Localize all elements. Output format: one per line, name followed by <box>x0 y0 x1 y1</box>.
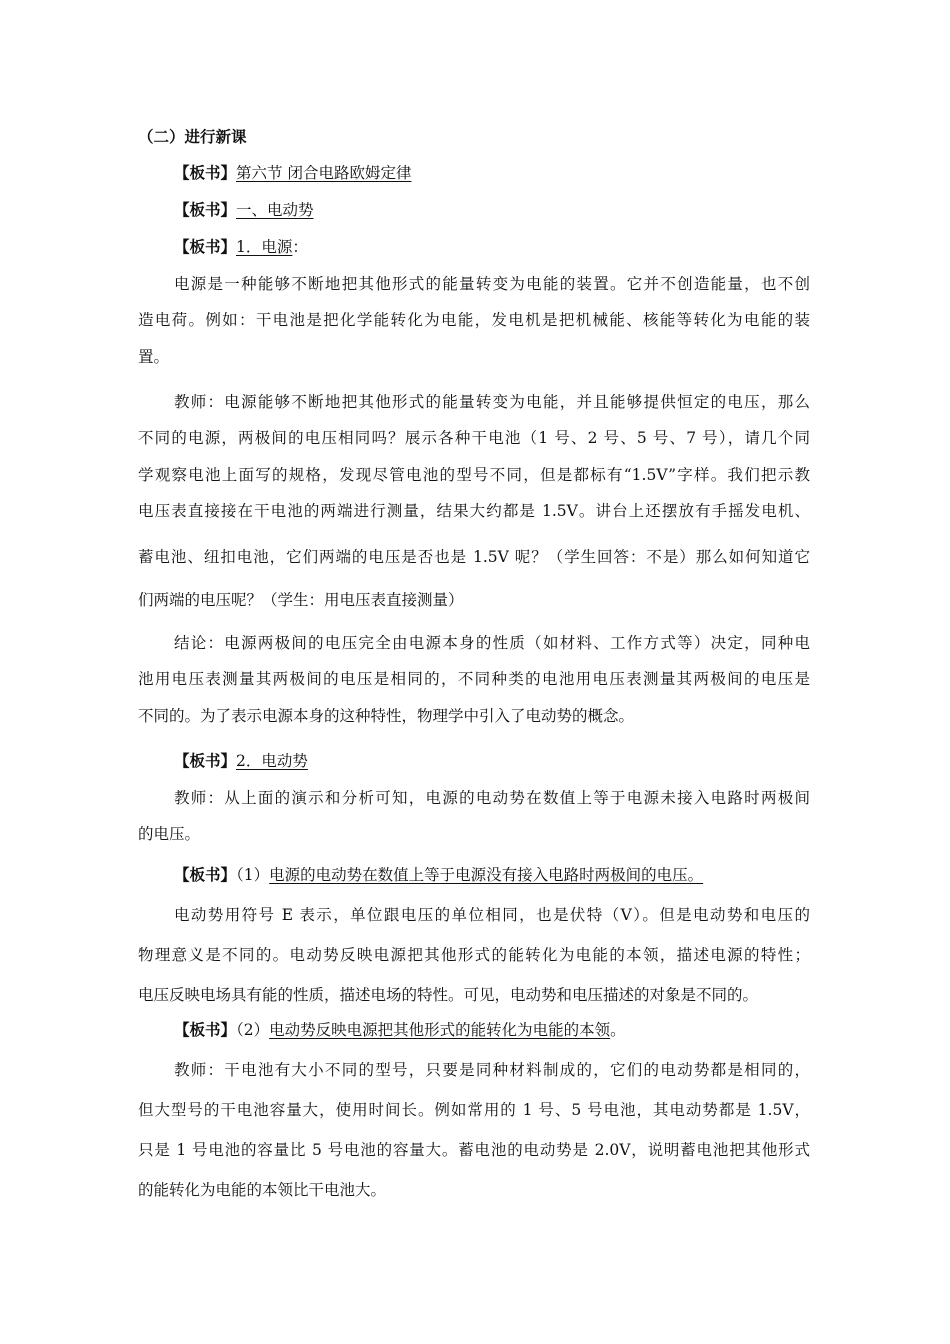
paragraph-line: 电动势用符号 E 表示，单位跟电压的单位相同，也是伏特（V）。但是电动势和电压的 <box>174 906 810 924</box>
power-source-colon: ： <box>292 238 308 256</box>
emf-capability-period: 。 <box>610 1021 626 1039</box>
paragraph-line: 教师：从上面的演示和分析可知，电源的电动势在数值上等于电源未接入电路时两极间 <box>174 789 810 807</box>
paragraph-line: 蓄电池、纽扣电池，它们两端的电压是否也是 1.5V 呢？（学生回答：不是）那么如何知道它 <box>138 548 810 566</box>
item-number: （2） <box>236 1021 270 1039</box>
board-note-emf <box>174 750 308 772</box>
emf-definition: 电源的电动势在数值上等于电源没有接入电路时两极间的电压。 <box>269 866 704 884</box>
paragraph-line: 只是 1 号电池的容量比 5 号电池的容量大。蓄电池的电动势是 2.0V，说明蓄电池把其他形式 <box>138 1141 810 1159</box>
paragraph-line: 池用电压表测量其两极间的电压是相同的，不同种类的电池用电压表测量其两极间的电压是 <box>138 670 810 688</box>
board-label: 【板书】 <box>174 163 237 182</box>
paragraph-line: 但大型号的干电池容量大，使用时间长。例如常用的 1 号、5 号电池，其电动势都是 1.5V， <box>138 1101 810 1119</box>
paragraph-line: 物理意义是不同的。电动势反映电源把其他形式的能转化为电能的本领，描述电源的特性； <box>138 946 810 964</box>
paragraph-line: 电压表直接接在干电池的两端进行测量，结果大约都是 1.5V。讲台上还摆放有手摇发电机、 <box>138 502 810 520</box>
board-note-power-source <box>174 236 308 258</box>
paragraph-line: 结论：电源两极间的电压完全由电源本身的性质（如材料、工作方式等）决定，同种电 <box>174 634 810 652</box>
paragraph-line: 们两端的电压呢？（学生：用电压表直接测量） <box>138 591 464 609</box>
board-note-emf-section <box>174 199 314 221</box>
emf-section-title: 一、电动势 <box>236 201 314 219</box>
board-note-lesson-title <box>174 162 411 184</box>
emf-title: 2．电动势 <box>236 752 308 770</box>
paragraph-line: 教师：干电池有大小不同的型号，只要是同种材料制成的，它们的电动势都是相同的， <box>174 1061 810 1079</box>
board-note-emf-capability <box>174 1019 626 1041</box>
paragraph-line: 学观察电池上面写的规格，发现尽管电池的型号不同，但是都标有“1.5V”字样。我们把示教 <box>138 466 810 484</box>
paragraph-line: 的电压。 <box>138 825 201 843</box>
paragraph-line: 置。 <box>138 348 170 366</box>
board-label: 【板书】 <box>174 1020 237 1039</box>
paragraph-line: 电源是一种能够不断地把其他形式的能量转变为电能的装置。它并不创造能量，也不创 <box>174 275 810 293</box>
paragraph-line: 不同的。为了表示电源本身的这种特性，物理学中引入了电动势的概念。 <box>138 707 635 725</box>
board-label: 【板书】 <box>174 237 237 256</box>
board-label: 【板书】 <box>174 865 237 884</box>
board-note-emf-definition <box>174 864 703 886</box>
lesson-title: 第六节 闭合电路欧姆定律 <box>236 164 412 182</box>
board-label: 【板书】 <box>174 751 237 770</box>
emf-capability: 电动势反映电源把其他形式的能转化为电能的本领 <box>269 1021 611 1039</box>
paragraph-line: 不同的电源，两极间的电压相同吗？展示各种干电池（1 号、2 号、5 号、7 号），请几个同 <box>138 429 810 447</box>
paragraph-line: 造电荷。例如：干电池是把化学能转化为电能，发电机是把机械能、核能等转化为电能的装 <box>138 311 810 329</box>
item-number: （1） <box>236 866 270 884</box>
board-label: 【板书】 <box>174 200 237 219</box>
paragraph-line: 教师：电源能够不断地把其他形式的能量转变为电能，并且能够提供恒定的电压，那么 <box>174 393 810 411</box>
power-source-title: 1．电源 <box>236 238 293 256</box>
paragraph-line: 的能转化为电能的本领比干电池大。 <box>138 1181 387 1199</box>
paragraph-line: 电压反映电场具有能的性质，描述电场的特性。可见，电动势和电压描述的对象是不同的。 <box>138 986 759 1004</box>
section-heading: （二）进行新课 <box>138 127 247 146</box>
